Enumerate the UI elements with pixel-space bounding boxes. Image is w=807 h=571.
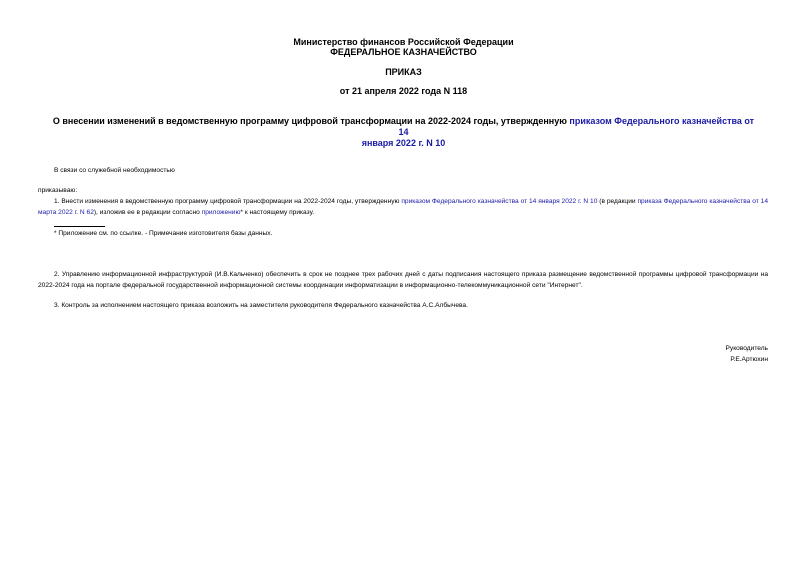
item1-text-c: ), изложив ее в редакции согласно bbox=[93, 208, 202, 216]
signature-position: Руководитель bbox=[725, 345, 768, 352]
item1-link-order-62[interactable]: приказа Федерального казначейства от 14 марта 2022 г. N 62 bbox=[38, 198, 768, 216]
item-1 bbox=[38, 197, 768, 218]
item1-text-d: * к настоящему приказу. bbox=[240, 208, 315, 216]
date-number-heading: от 21 апреля 2022 года N 118 bbox=[339, 86, 468, 96]
signature-name: Р.Е.Артюхин bbox=[730, 356, 768, 363]
footnote: * Приложение см. по ссылке. - Примечание изготовителя базы данных. bbox=[54, 230, 273, 237]
item1-text-a: 1. Внести изменения в ведомственную программу цифровой трансформации на 2022-2024 годы, утвержденную bbox=[54, 198, 402, 205]
document-title bbox=[48, 116, 759, 149]
item-3: 3. Контроль за исполнением настоящего приказа возложить на заместителя руководителя Федерального казначейства А.С.Албычева. bbox=[54, 302, 468, 309]
agency-heading: ФЕДЕРАЛЬНОЕ КАЗНАЧЕЙСТВО bbox=[330, 47, 477, 57]
item1-text-b: (в редакции bbox=[597, 198, 638, 205]
item1-link-order-10[interactable]: приказом Федерального казначейства от 14 января 2022 г. N 10 bbox=[401, 198, 598, 205]
title-link-line1: приказом Федерального казначейства от 14 bbox=[398, 116, 755, 137]
item-2: 2. Управлению информационной инфраструктурой (И.В.Кальченко) обеспечить в срок не позднее трех рабочих дней с даты подписания настоящего приказа размещение ведомственной программы цифровой трансформации на 2022-2024 года на портале федеральной государственной информационной системы координации информатизации в информационно-телекоммуникационной сети "Интернет". bbox=[38, 271, 768, 289]
preamble: В связи со служебной необходимостью bbox=[54, 167, 175, 174]
ministry-heading: Министерство финансов Российской Федерации bbox=[293, 37, 514, 47]
footnote-rule bbox=[54, 226, 105, 227]
item1-link-appendix[interactable]: приложению bbox=[201, 208, 241, 216]
doc-type-heading: ПРИКАЗ bbox=[385, 67, 422, 77]
order-word: приказываю: bbox=[38, 187, 78, 194]
title-link-line2: января 2022 г. N 10 bbox=[361, 138, 446, 148]
title-text: О внесении изменений в ведомственную программу цифровой трансформации на 2022-2024 годы, утвержденную bbox=[52, 116, 570, 126]
